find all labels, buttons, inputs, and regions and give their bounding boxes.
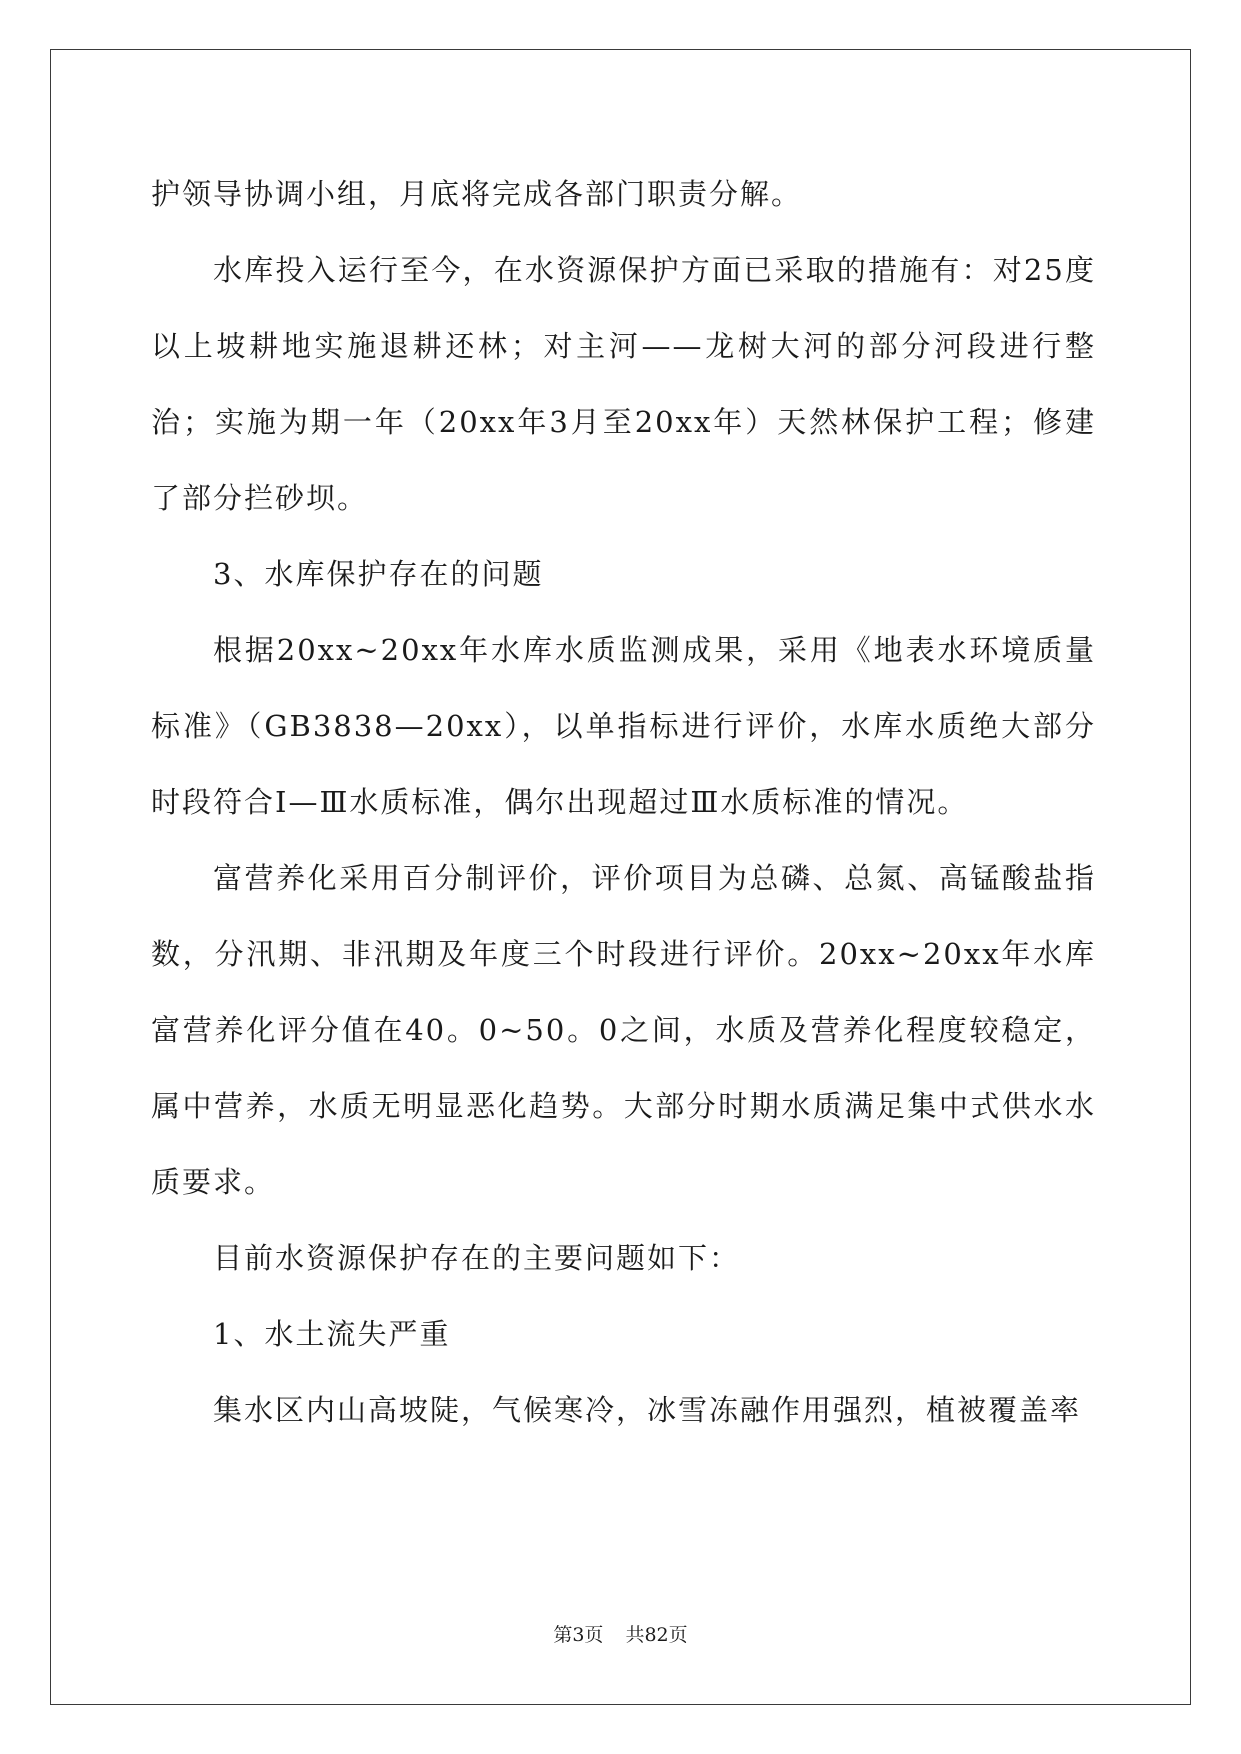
paragraph-5: 富营养化采用百分制评价，评价项目为总磷、总氮、高锰酸盐指数，分汛期、非汛期及年度三个时段进行评价。20xx~20xx年水库富营养化评分值在40。0~50。0之间，水质及营养化程度较稳定，属中营养，水质无明显恶化趋势。大部分时期水质满足集中式供水水质要求。: [151, 861, 1096, 1199]
page-footer: [0, 1620, 1241, 1647]
section-heading-3: 3、水库保护存在的问题: [213, 557, 544, 591]
page-number: 第3页: [553, 1624, 604, 1646]
paragraph-8: 集水区内山高坡陡，气候寒冷，冰雪冻融作用强烈，植被覆盖率: [213, 1393, 1082, 1427]
document-body: [151, 156, 1096, 1448]
paragraph-4: 根据20xx~20xx年水库水质监测成果，采用《地表水环境质量标准》（GB3838—20xx），以单指标进行评价，水库水质绝大部分时段符合Ⅰ—Ⅲ水质标准，偶尔出现超过Ⅲ水质标准的情况。: [151, 633, 1096, 819]
paragraph-6: 目前水资源保护存在的主要问题如下：: [213, 1241, 741, 1275]
page-total: 共82页: [625, 1624, 688, 1646]
paragraph-1: 护领导协调小组，月底将完成各部门职责分解。: [151, 177, 803, 211]
paragraph-2: 水库投入运行至今，在水资源保护方面已采取的措施有：对25度以上坡耕地实施退耕还林；对主河——龙树大河的部分河段进行整治；实施为期一年（20xx年3月至20xx年）天然林保护工程；修建了部分拦砂坝。: [151, 253, 1096, 515]
subheading-1: 1、水土流失严重: [213, 1317, 451, 1351]
